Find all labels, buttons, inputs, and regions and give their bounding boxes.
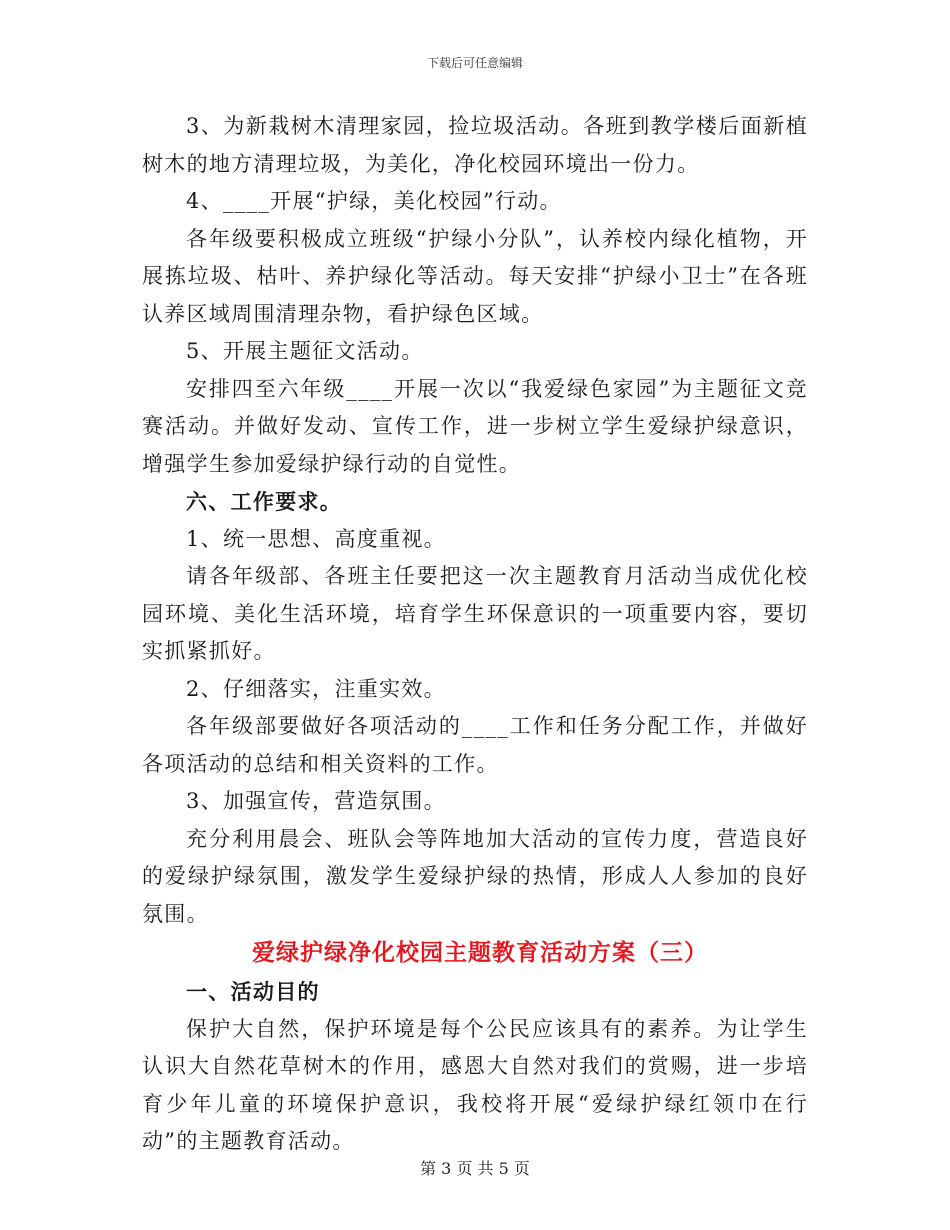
paragraph-req-2: 2、仔细落实，注重实效。 <box>186 676 446 701</box>
paragraph-item-5: 5、开展主题征文活动。 <box>186 339 424 363</box>
paragraph-item-5-detail: 安排四至六年级____开展一次以“我爱绿色家园”为主题征文竞赛活动。并做好发动、宣传工作，进一步树立学生爱绿护绿意识，增强学生参加爱绿护绿行动的自觉性。 <box>142 376 808 476</box>
page-number: 第 3 页 共 5 页 <box>420 1159 530 1178</box>
document-body <box>142 108 808 1161</box>
paragraph-item-4-detail: 各年级要积极成立班级“护绿小分队”，认养校内绿化植物，开展拣垃圾、枯叶、养护绿化等活动。每天安排“护绿小卫士”在各班认养区域周围清理杂物，看护绿色区域。 <box>142 226 808 326</box>
section-heading-requirements: 六、工作要求。 <box>186 489 343 514</box>
paragraph-req-3-detail: 充分利用晨会、班队会等阵地加大活动的宣传力度，营造良好的爱绿护绿氛围，激发学生爱绿护绿的热情，形成人人参加的良好氛围。 <box>142 826 808 926</box>
section-heading-purpose: 一、活动目的 <box>186 979 320 1004</box>
paragraph-item-3: 3、为新栽树木清理家园，捡垃圾活动。各班到教学楼后面新植树木的地方清理垃圾，为美化，净化校园环境出一份力。 <box>142 114 808 176</box>
paragraph-req-3: 3、加强宣传，营造氛围。 <box>186 789 446 813</box>
paragraph-req-1: 1、统一思想、高度重视。 <box>186 526 446 551</box>
paragraph-req-2-detail: 各年级部要做好各项活动的____工作和任务分配工作，并做好各项活动的总结和相关资料的工作。 <box>142 714 808 776</box>
paragraph-purpose: 保护大自然，保护环境是每个公民应该具有的素养。为让学生认识大自然花草树木的作用，感恩大自然对我们的赏赐，进一步培育少年儿童的环境保护意识，我校将开展“爱绿护绿红领巾在行动”的主题教育活动。 <box>142 1016 808 1153</box>
paragraph-item-4: 4、____开展“护绿，美化校园”行动。 <box>186 189 562 213</box>
header-note: 下载后可任意编辑 <box>426 56 523 70</box>
document-title: 爱绿护绿净化校园主题教育活动方案（三） <box>252 939 708 966</box>
paragraph-req-1-detail: 请各年级部、各班主任要把这一次主题教育月活动当成优化校园环境、美化生活环境，培育学生环保意识的一项重要内容，要切实抓紧抓好。 <box>142 564 808 663</box>
